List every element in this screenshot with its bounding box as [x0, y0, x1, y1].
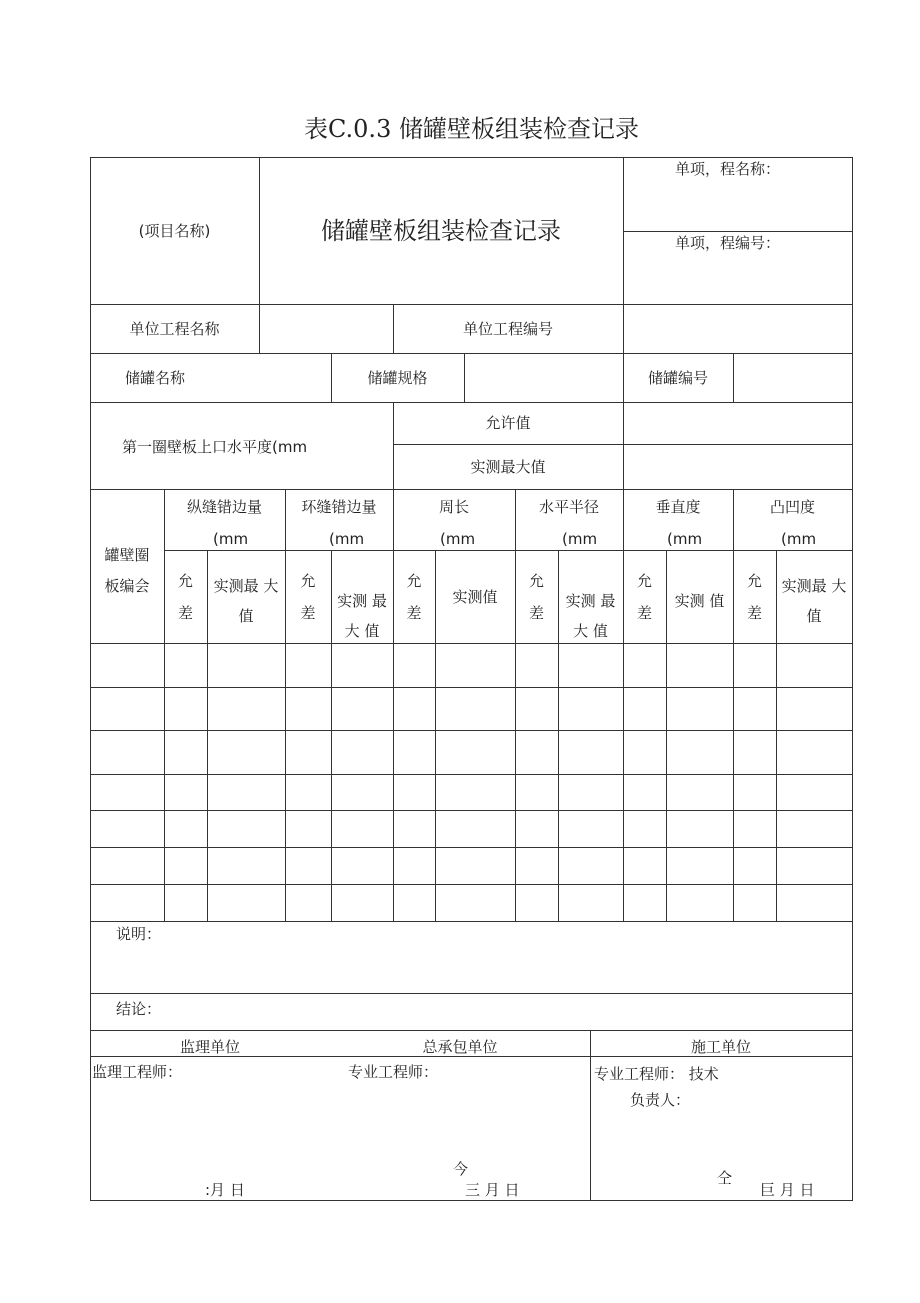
first-ring-level-label: 第一圈壁板上口水平度(mm [122, 438, 308, 456]
tank-number-label: 储罐编号 [647, 369, 708, 387]
single-item-number-label: 单项，程编号： [675, 234, 781, 252]
unit-project-number-label: 单位工程编号 [462, 320, 553, 338]
tank-spec-label: 储罐规格 [367, 369, 428, 387]
col-convexity-tol-1: 允 [746, 572, 762, 590]
contractor-sign-mark: 今 [453, 1160, 469, 1178]
col-circumference-tol-2: 差 [406, 604, 422, 622]
col-convexity-tol-2: 差 [746, 604, 762, 622]
col-longitudinal-seam-meas-2: 值 [238, 607, 254, 625]
construction-sign-date: 巨 月 日 [760, 1181, 815, 1199]
col-longitudinal-seam-meas-1: 实测最 大 [213, 577, 279, 595]
col-convexity-meas-1: 实测最 大 [781, 577, 847, 595]
ring-number-label-1: 罐壁圈 [104, 546, 150, 564]
col-verticality-tol-2: 差 [636, 604, 652, 622]
contractor-sign-date: 三 月 日 [465, 1181, 520, 1199]
col-horizontal-radius-tol-2: 差 [528, 604, 544, 622]
col-verticality-tol-1: 允 [636, 572, 652, 590]
col-verticality-meas: 实测 值 [674, 592, 725, 610]
conclusion-label: 结论： [116, 1000, 162, 1018]
tank-name-label: 储罐名称 [125, 369, 186, 387]
supervision-unit-label: 监理单位 [179, 1038, 240, 1056]
col-circumference-tol-1: 允 [406, 572, 422, 590]
col-circumferential-seam-tol-1: 允 [300, 572, 316, 590]
col-circumference-meas: 实测值 [452, 588, 498, 606]
allowed-value-label: 允许值 [485, 414, 531, 432]
col-circumference-name: 周长 [438, 498, 469, 516]
col-verticality-unit: (mm [667, 530, 703, 548]
col-circumferential-seam-unit: (mm [329, 530, 365, 548]
col-horizontal-radius-unit: (mm [562, 530, 598, 548]
construction-unit-label: 施工单位 [690, 1038, 751, 1056]
col-convexity-unit: (mm [781, 530, 817, 548]
col-circumference-unit: (mm [440, 530, 476, 548]
record-title: 储罐壁板组装检查记录 [321, 217, 561, 245]
col-horizontal-radius-meas-2: 大 值 [573, 622, 608, 640]
supervision-engineer-label: 监理工程师： [92, 1063, 183, 1081]
col-convexity-meas-2: 值 [806, 607, 822, 625]
unit-project-name-label: 单位工程名称 [129, 320, 220, 338]
col-longitudinal-seam-name: 纵缝错边量 [186, 498, 262, 516]
professional-engineer-label: 专业工程师： [348, 1063, 439, 1081]
col-longitudinal-seam-unit: (mm [213, 530, 249, 548]
construction-engineer-label: 专业工程师： 技术 [594, 1065, 719, 1083]
measured-max-label: 实测最大值 [470, 458, 546, 476]
col-longitudinal-seam-tol-1: 允 [177, 572, 193, 590]
col-circumferential-seam-meas-2: 大 值 [344, 622, 380, 640]
notes-label: 说明： [116, 925, 162, 943]
ring-number-label-2: 板编会 [104, 577, 150, 595]
col-circumferential-seam-tol-2: 差 [300, 604, 316, 622]
col-convexity-name: 凸凹度 [769, 498, 815, 516]
col-horizontal-radius-name: 水平半径 [538, 498, 599, 516]
col-horizontal-radius-meas-1: 实测 最 [565, 592, 616, 610]
general-contractor-label: 总承包单位 [422, 1038, 498, 1056]
col-circumferential-seam-meas-1: 实测 最 [337, 592, 387, 610]
project-name-label: (项目名称) [138, 222, 211, 240]
single-item-name-label: 单项，程名称： [675, 160, 781, 178]
supervision-sign-date: :月 日 [205, 1181, 245, 1199]
responsible-person-label: 负责人： [630, 1091, 691, 1109]
col-verticality-name: 垂直度 [655, 498, 701, 516]
page-title: 表C.0.3 储罐壁板组装检查记录 [304, 115, 639, 143]
col-circumferential-seam-name: 环缝错边量 [301, 498, 377, 516]
construction-sign-mark: 仝 [717, 1169, 733, 1187]
col-longitudinal-seam-tol-2: 差 [177, 604, 193, 622]
col-horizontal-radius-tol-1: 允 [528, 572, 544, 590]
